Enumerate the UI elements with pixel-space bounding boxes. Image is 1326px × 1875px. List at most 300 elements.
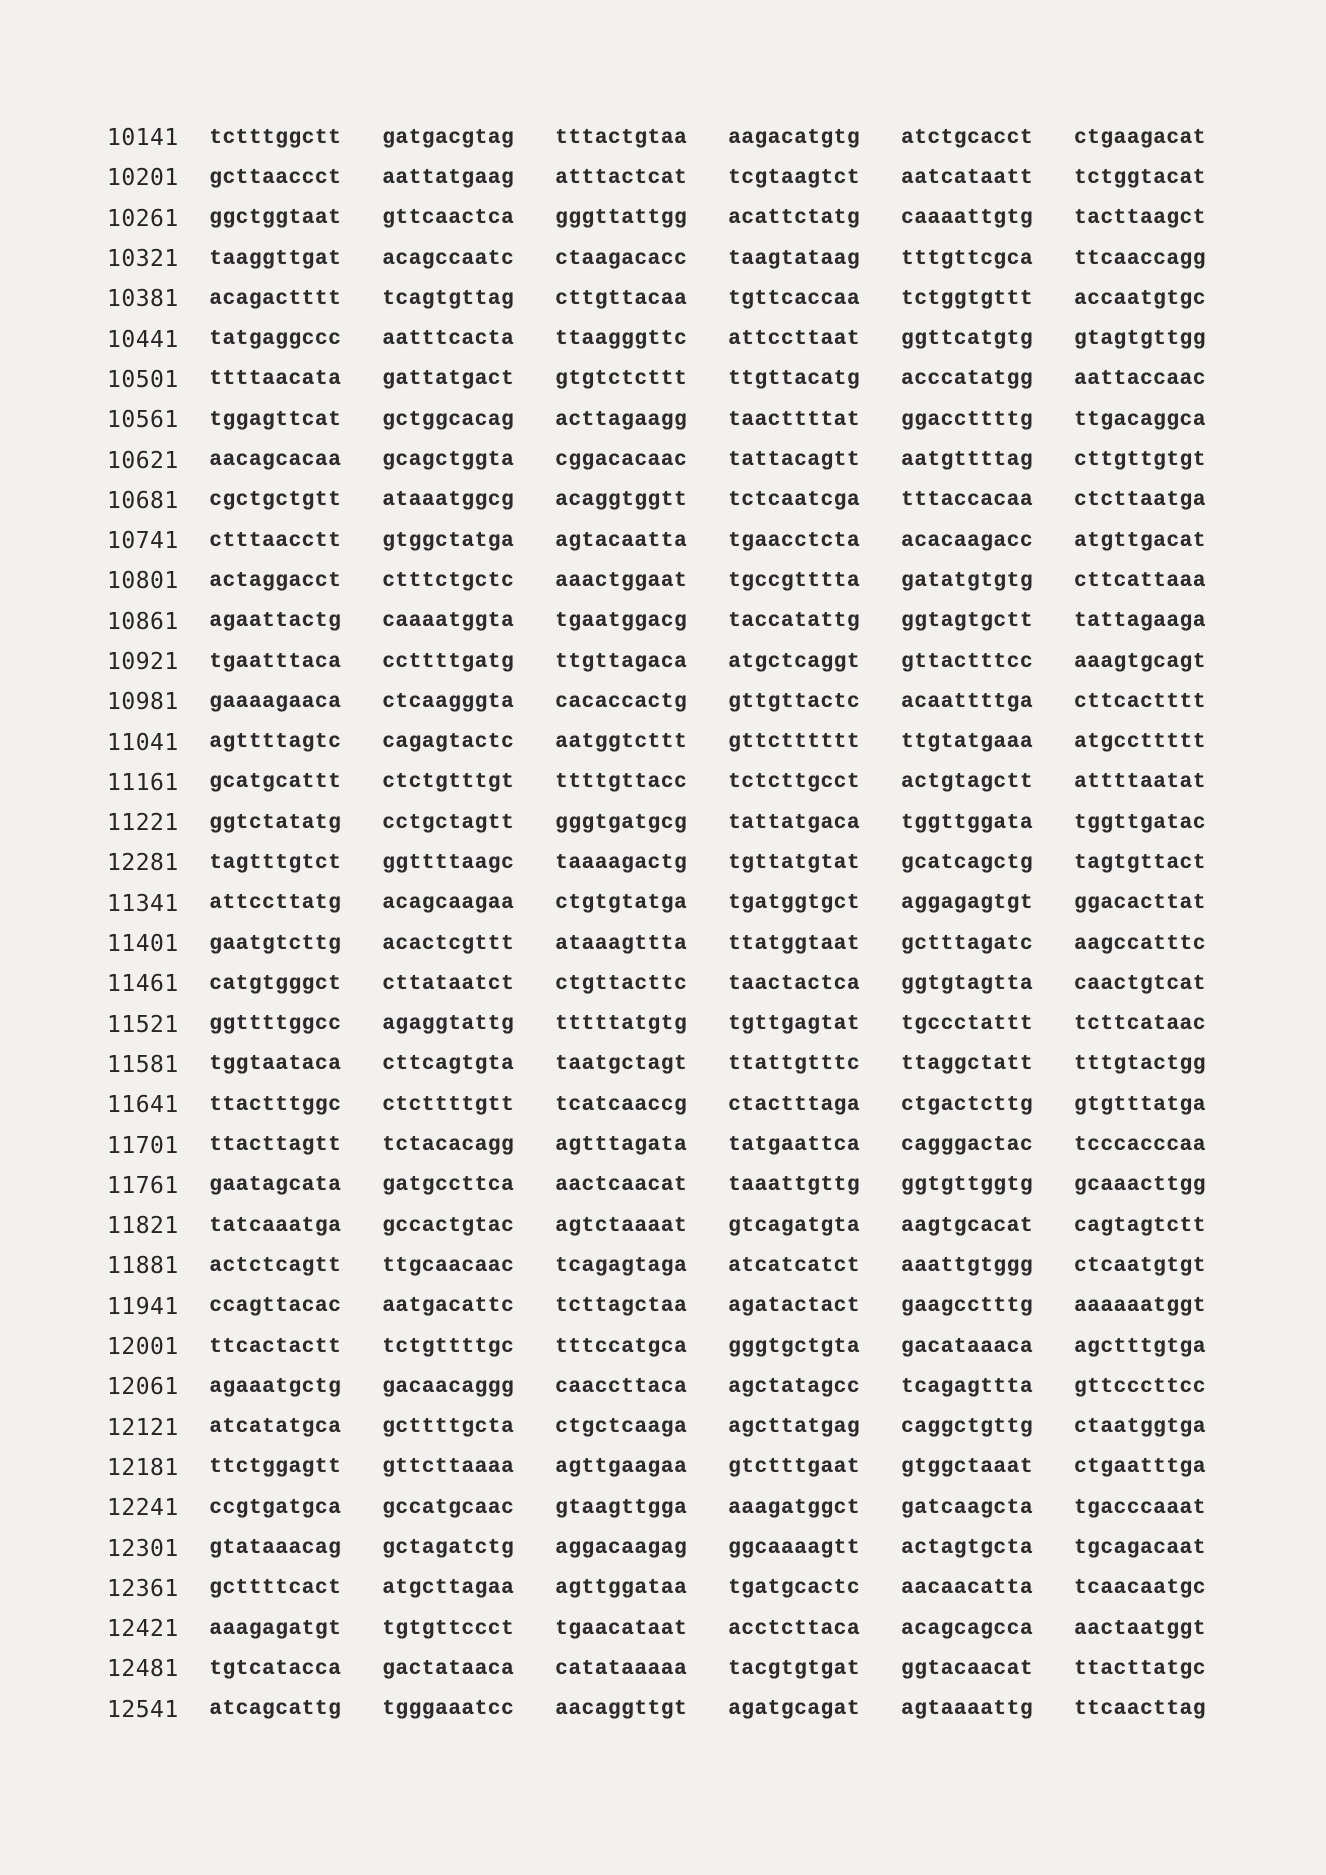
sequence-block: aacaacatta — [901, 1577, 1034, 1601]
sequence-block: ccttttgatg — [382, 650, 515, 674]
sequence-row — [107, 924, 1247, 964]
sequence-block: taacttttat — [728, 408, 861, 432]
sequence-block: acttagaagg — [555, 408, 688, 432]
sequence-block: tttccatgca — [555, 1335, 688, 1359]
sequence-block: agttggataa — [555, 1577, 688, 1601]
sequence-block: gttactttcc — [901, 650, 1034, 674]
sequence-block: gtggctatga — [382, 529, 515, 553]
sequence-row — [107, 561, 1247, 601]
sequence-block: aattatgaag — [382, 166, 515, 190]
sequence-block: tgttatgtat — [728, 851, 861, 875]
sequence-block: aatcataatt — [901, 166, 1034, 190]
sequence-block: tggagttcat — [209, 408, 342, 432]
sequence-block: taaaagactg — [555, 851, 688, 875]
position-number: 10441 — [107, 326, 179, 353]
sequence-block: gcttttcact — [209, 1577, 342, 1601]
sequence-block: gaatagcata — [209, 1174, 342, 1198]
sequence-row — [107, 843, 1247, 883]
sequence-block: aatggtcttt — [555, 731, 688, 755]
sequence-block: cttcagtgta — [382, 1053, 515, 1077]
sequence-row — [107, 602, 1247, 642]
sequence-block: aacagcacaa — [209, 449, 342, 473]
position-number: 11041 — [107, 729, 179, 756]
sequence-row — [107, 440, 1247, 480]
sequence-block: tgacccaaat — [1074, 1496, 1207, 1520]
sequence-block: agatactact — [728, 1295, 861, 1319]
sequence-block: atgcttagaa — [382, 1577, 515, 1601]
sequence-block: cggacacaac — [555, 449, 688, 473]
sequence-block: gcatcagctg — [901, 851, 1034, 875]
sequence-block: tacttaagct — [1074, 207, 1207, 231]
sequence-block: atctgcacct — [901, 126, 1034, 150]
position-number: 12061 — [107, 1374, 179, 1401]
sequence-block: aaactggaat — [555, 569, 688, 593]
position-number: 11161 — [107, 769, 179, 796]
sequence-block: atgctcaggt — [728, 650, 861, 674]
position-number: 11881 — [107, 1253, 179, 1280]
sequence-block: taagtataag — [728, 247, 861, 271]
sequence-block: gctttagatc — [901, 932, 1034, 956]
sequence-block: attccttaat — [728, 328, 861, 352]
position-number: 11401 — [107, 931, 179, 958]
sequence-block: tgtgttccct — [382, 1617, 515, 1641]
sequence-block: ttacttagtt — [209, 1134, 342, 1158]
position-number: 12421 — [107, 1616, 179, 1643]
sequence-block: gtagtgttgg — [1074, 328, 1207, 352]
sequence-block: taatgctagt — [555, 1053, 688, 1077]
sequence-row — [107, 1287, 1247, 1327]
sequence-block: cctgctagtt — [382, 811, 515, 835]
sequence-block: tttttatgtg — [555, 1013, 688, 1037]
sequence-block: acagactttt — [209, 287, 342, 311]
sequence-block: taccatattg — [728, 610, 861, 634]
sequence-row — [107, 884, 1247, 924]
sequence-block: aatttcacta — [382, 328, 515, 352]
sequence-row — [107, 763, 1247, 803]
sequence-block: tcttagctaa — [555, 1295, 688, 1319]
sequence-block: ggttttaagc — [382, 851, 515, 875]
sequence-row — [107, 1005, 1247, 1045]
sequence-row — [107, 1448, 1247, 1488]
position-number: 10321 — [107, 246, 179, 273]
sequence-block: tgaatggacg — [555, 610, 688, 634]
sequence-block: accaatgtgc — [1074, 287, 1207, 311]
position-number: 10921 — [107, 649, 179, 675]
sequence-block: taaattgttg — [728, 1174, 861, 1198]
sequence-block: tgttcaccaa — [728, 287, 861, 311]
sequence-block: catgtgggct — [209, 972, 342, 996]
sequence-block: gggtgctgta — [728, 1335, 861, 1359]
sequence-block: aggagagtgt — [901, 892, 1034, 916]
sequence-block: acattctatg — [728, 207, 861, 231]
sequence-row — [107, 239, 1247, 279]
sequence-block: aatgttttag — [901, 449, 1034, 473]
sequence-block: ttaagggttc — [555, 328, 688, 352]
sequence-block: cagtagtctt — [1074, 1214, 1207, 1238]
position-number: 12121 — [107, 1414, 179, 1441]
sequence-block: ggtgttggtg — [901, 1174, 1034, 1198]
position-number: 11341 — [107, 890, 179, 917]
sequence-block: tgttgagtat — [728, 1013, 861, 1037]
sequence-block: tcagagtaga — [555, 1254, 688, 1278]
sequence-block: tttgttcgca — [901, 247, 1034, 271]
sequence-block: agttttagtc — [209, 731, 342, 755]
sequence-block: agttgaagaa — [555, 1456, 688, 1480]
sequence-block: tctggtacat — [1074, 166, 1207, 190]
sequence-block: aaattgtggg — [901, 1254, 1034, 1278]
sequence-row — [107, 1125, 1247, 1165]
position-number: 12281 — [107, 850, 179, 877]
sequence-block: ggtctatatg — [209, 811, 342, 835]
position-number: 11821 — [107, 1213, 179, 1240]
sequence-block: gatgccttca — [382, 1174, 515, 1198]
sequence-row — [107, 400, 1247, 440]
sequence-block: ttcaaccagg — [1074, 247, 1207, 271]
sequence-block: acctcttaca — [728, 1617, 861, 1641]
sequence-block: caaaatggta — [382, 610, 515, 634]
sequence-block: gactataaca — [382, 1657, 515, 1681]
sequence-block: gcaaacttgg — [1074, 1174, 1207, 1198]
sequence-block: ctgactcttg — [901, 1093, 1034, 1117]
sequence-block: gtataaacag — [209, 1537, 342, 1561]
sequence-block: tctggtgttt — [901, 287, 1034, 311]
position-number: 11761 — [107, 1172, 179, 1199]
sequence-block: gtggctaaat — [901, 1456, 1034, 1480]
sequence-row — [107, 642, 1247, 682]
sequence-block: ttttaacata — [209, 368, 342, 392]
sequence-block: ctcaagggta — [382, 690, 515, 714]
sequence-block: agctatagcc — [728, 1375, 861, 1399]
sequence-block: caactgtcat — [1074, 972, 1207, 996]
sequence-row — [107, 1528, 1247, 1568]
sequence-block: ccgtgatgca — [209, 1496, 342, 1520]
sequence-block: ctgtgtatga — [555, 892, 688, 916]
sequence-block: gttgttactc — [728, 690, 861, 714]
sequence-row — [107, 1569, 1247, 1609]
sequence-block: tttgtactgg — [1074, 1053, 1207, 1077]
sequence-row — [107, 118, 1247, 158]
sequence-row — [107, 279, 1247, 319]
sequence-row — [107, 1690, 1247, 1730]
position-number: 11941 — [107, 1293, 179, 1320]
sequence-block: ctcttttgtt — [382, 1093, 515, 1117]
sequence-block: ttgttacatg — [728, 368, 861, 392]
sequence-block: atcagcattg — [209, 1698, 342, 1722]
sequence-block: aactcaacat — [555, 1174, 688, 1198]
position-number: 12181 — [107, 1454, 179, 1481]
position-number: 10681 — [107, 487, 179, 514]
sequence-row — [107, 1045, 1247, 1085]
sequence-block: ggtagtgctt — [901, 610, 1034, 634]
position-number: 11641 — [107, 1092, 179, 1119]
sequence-block: ttcactactt — [209, 1335, 342, 1359]
sequence-block: tgccctattt — [901, 1013, 1034, 1037]
sequence-block: catataaaaa — [555, 1657, 688, 1681]
sequence-block: acactcgttt — [382, 932, 515, 956]
sequence-block: tattacagtt — [728, 449, 861, 473]
sequence-listing — [107, 118, 1247, 1730]
sequence-block: tacgtgtgat — [728, 1657, 861, 1681]
sequence-block: ttctggagtt — [209, 1456, 342, 1480]
position-number: 11581 — [107, 1051, 179, 1078]
sequence-block: tggttgatac — [1074, 811, 1207, 835]
sequence-block: gggtgatgcg — [555, 811, 688, 835]
sequence-block: acacaagacc — [901, 529, 1034, 553]
sequence-block: cttcattaaa — [1074, 569, 1207, 593]
sequence-block: tggttggata — [901, 811, 1034, 835]
sequence-block: gccactgtac — [382, 1214, 515, 1238]
position-number: 10981 — [107, 689, 179, 716]
sequence-row — [107, 1367, 1247, 1407]
sequence-block: atcatcatct — [728, 1254, 861, 1278]
sequence-block: tcatcaaccg — [555, 1093, 688, 1117]
sequence-block: attccttatg — [209, 892, 342, 916]
sequence-row — [107, 481, 1247, 521]
position-number: 10801 — [107, 568, 179, 595]
sequence-block: tggtaataca — [209, 1053, 342, 1077]
sequence-block: tcagtgttag — [382, 287, 515, 311]
sequence-block: atgttgacat — [1074, 529, 1207, 553]
sequence-row — [107, 319, 1247, 359]
sequence-block: acagcagcca — [901, 1617, 1034, 1641]
sequence-block: ttgcaacaac — [382, 1254, 515, 1278]
sequence-row — [107, 1327, 1247, 1367]
sequence-block: tatgaattca — [728, 1134, 861, 1158]
sequence-block: ctcaatgtgt — [1074, 1254, 1207, 1278]
position-number: 10861 — [107, 608, 179, 635]
sequence-row — [107, 1246, 1247, 1286]
sequence-block: cagagtactc — [382, 731, 515, 755]
sequence-block: ttttgttacc — [555, 771, 688, 795]
sequence-block: tcccacccaa — [1074, 1134, 1207, 1158]
sequence-row — [107, 803, 1247, 843]
sequence-block: caaaattgtg — [901, 207, 1034, 231]
sequence-row — [107, 1609, 1247, 1649]
sequence-block: agaattactg — [209, 610, 342, 634]
sequence-block: tcagagttta — [901, 1375, 1034, 1399]
sequence-block: aaaaaatggt — [1074, 1295, 1207, 1319]
sequence-block: tgaacctcta — [728, 529, 861, 553]
sequence-block: tctacacagg — [382, 1134, 515, 1158]
sequence-block: gaaaagaaca — [209, 690, 342, 714]
sequence-block: agtctaaaat — [555, 1214, 688, 1238]
sequence-block: acaggtggtt — [555, 489, 688, 513]
sequence-block: gttctttttt — [728, 731, 861, 755]
sequence-block: tatcaaatga — [209, 1214, 342, 1238]
sequence-block: agtaaaattg — [901, 1698, 1034, 1722]
sequence-block: aacaggttgt — [555, 1698, 688, 1722]
sequence-block: aactaatggt — [1074, 1617, 1207, 1641]
sequence-block: ttgtatgaaa — [901, 731, 1034, 755]
position-number: 10201 — [107, 165, 179, 192]
sequence-block: ggaccttttg — [901, 408, 1034, 432]
sequence-row — [107, 964, 1247, 1004]
sequence-block: tagtgttact — [1074, 851, 1207, 875]
sequence-row — [107, 722, 1247, 762]
sequence-row — [107, 1206, 1247, 1246]
sequence-block: gaagcctttg — [901, 1295, 1034, 1319]
sequence-block: gcttaaccct — [209, 166, 342, 190]
sequence-block: gttcccttcc — [1074, 1375, 1207, 1399]
position-number: 10141 — [107, 125, 179, 152]
sequence-block: ttacttatgc — [1074, 1657, 1207, 1681]
sequence-block: ttgacaggca — [1074, 408, 1207, 432]
position-number: 12361 — [107, 1575, 179, 1602]
sequence-block: ctttctgctc — [382, 569, 515, 593]
sequence-block: taactactca — [728, 972, 861, 996]
position-number: 10261 — [107, 205, 179, 232]
sequence-block: tgatgcactc — [728, 1577, 861, 1601]
sequence-block: agaaatgctg — [209, 1375, 342, 1399]
sequence-block: gatatgtgtg — [901, 569, 1034, 593]
sequence-block: gtgtttatga — [1074, 1093, 1207, 1117]
sequence-block: actgtagctt — [901, 771, 1034, 795]
sequence-block: agtttagata — [555, 1134, 688, 1158]
sequence-block: tgatggtgct — [728, 892, 861, 916]
sequence-block: gccatgcaac — [382, 1496, 515, 1520]
sequence-block: tgggaaatcc — [382, 1698, 515, 1722]
sequence-block: gcagctggta — [382, 449, 515, 473]
sequence-block: tgcagacaat — [1074, 1537, 1207, 1561]
sequence-block: acaattttga — [901, 690, 1034, 714]
sequence-block: cgctgctgtt — [209, 489, 342, 513]
sequence-row — [107, 521, 1247, 561]
sequence-block: agatgcagat — [728, 1698, 861, 1722]
position-number: 11461 — [107, 971, 179, 998]
position-number: 10561 — [107, 407, 179, 434]
sequence-block: ggacacttat — [1074, 892, 1207, 916]
position-number: 12241 — [107, 1495, 179, 1522]
sequence-block: gcatgcattt — [209, 771, 342, 795]
sequence-block: attttaatat — [1074, 771, 1207, 795]
sequence-block: tcttcataac — [1074, 1013, 1207, 1037]
sequence-block: cttgttgtgt — [1074, 449, 1207, 473]
sequence-block: gatgacgtag — [382, 126, 515, 150]
sequence-block: agtacaatta — [555, 529, 688, 553]
sequence-block: actaggacct — [209, 569, 342, 593]
sequence-block: ataaatggcg — [382, 489, 515, 513]
sequence-block: tcaacaatgc — [1074, 1577, 1207, 1601]
sequence-block: cagggactac — [901, 1134, 1034, 1158]
sequence-block: ggtgtagtta — [901, 972, 1034, 996]
sequence-block: ctctgtttgt — [382, 771, 515, 795]
sequence-block: atgccttttt — [1074, 731, 1207, 755]
sequence-block: gtcagatgta — [728, 1214, 861, 1238]
sequence-block: acagcaagaa — [382, 892, 515, 916]
sequence-block: ctaatggtga — [1074, 1416, 1207, 1440]
sequence-block: ttatggtaat — [728, 932, 861, 956]
sequence-block: tgaatttaca — [209, 650, 342, 674]
sequence-block: atcatatgca — [209, 1416, 342, 1440]
sequence-block: ggttcatgtg — [901, 328, 1034, 352]
sequence-block: cttgttacaa — [555, 287, 688, 311]
sequence-block: tctcttgcct — [728, 771, 861, 795]
sequence-row — [107, 360, 1247, 400]
sequence-block: aattaccaac — [1074, 368, 1207, 392]
sequence-block: aaagatggct — [728, 1496, 861, 1520]
sequence-block: actagtgcta — [901, 1537, 1034, 1561]
position-number: 10741 — [107, 528, 179, 555]
sequence-block: cttataatct — [382, 972, 515, 996]
sequence-row — [107, 199, 1247, 239]
sequence-block: tattagaaga — [1074, 610, 1207, 634]
sequence-block: aatgacattc — [382, 1295, 515, 1319]
sequence-block: ctgaatttga — [1074, 1456, 1207, 1480]
position-number: 12481 — [107, 1656, 179, 1683]
sequence-block: caggctgttg — [901, 1416, 1034, 1440]
sequence-block: tcgtaagtct — [728, 166, 861, 190]
sequence-block: gtaagttgga — [555, 1496, 688, 1520]
sequence-block: acccatatgg — [901, 368, 1034, 392]
position-number: 11521 — [107, 1011, 179, 1038]
sequence-block: tattatgaca — [728, 811, 861, 835]
position-number: 12541 — [107, 1696, 179, 1723]
sequence-block: ttaggctatt — [901, 1053, 1034, 1077]
sequence-block: ataaagttta — [555, 932, 688, 956]
sequence-block: ctcttaatga — [1074, 489, 1207, 513]
sequence-block: tctcaatcga — [728, 489, 861, 513]
sequence-block: aaagtgcagt — [1074, 650, 1207, 674]
sequence-block: ctgaagacat — [1074, 126, 1207, 150]
sequence-block: agcttatgag — [728, 1416, 861, 1440]
position-number: 12301 — [107, 1535, 179, 1562]
sequence-row — [107, 682, 1247, 722]
position-number: 11221 — [107, 810, 179, 837]
sequence-block: ttgttagaca — [555, 650, 688, 674]
sequence-block: gattatgact — [382, 368, 515, 392]
sequence-row — [107, 1488, 1247, 1528]
sequence-block: cacaccactg — [555, 690, 688, 714]
sequence-block: gctggcacag — [382, 408, 515, 432]
sequence-block: gttcttaaaa — [382, 1456, 515, 1480]
sequence-block: gaatgtcttg — [209, 932, 342, 956]
sequence-block: ctgttacttc — [555, 972, 688, 996]
sequence-block: tctttggctt — [209, 126, 342, 150]
sequence-block: ttattgtttc — [728, 1053, 861, 1077]
sequence-block: gttcaactca — [382, 207, 515, 231]
sequence-block: agctttgtga — [1074, 1335, 1207, 1359]
position-number: 11701 — [107, 1132, 179, 1159]
sequence-block: tagtttgtct — [209, 851, 342, 875]
sequence-block: gtgtctcttt — [555, 368, 688, 392]
sequence-block: agaggtattg — [382, 1013, 515, 1037]
sequence-block: gacataaaca — [901, 1335, 1034, 1359]
sequence-block: gtctttgaat — [728, 1456, 861, 1480]
sequence-row — [107, 158, 1247, 198]
sequence-block: ctactttaga — [728, 1093, 861, 1117]
sequence-block: aagacatgtg — [728, 126, 861, 150]
sequence-row — [107, 1408, 1247, 1448]
sequence-block: ttactttggc — [209, 1093, 342, 1117]
sequence-block: aaagagatgt — [209, 1617, 342, 1641]
sequence-block: cttcactttt — [1074, 690, 1207, 714]
sequence-block: acagccaatc — [382, 247, 515, 271]
sequence-block: ttcaacttag — [1074, 1698, 1207, 1722]
sequence-row — [107, 1085, 1247, 1125]
position-number: 10381 — [107, 286, 179, 313]
sequence-block: tgaacataat — [555, 1617, 688, 1641]
sequence-block: gcttttgcta — [382, 1416, 515, 1440]
sequence-block: ctttaacctt — [209, 529, 342, 553]
sequence-block: tttactgtaa — [555, 126, 688, 150]
sequence-block: ccagttacac — [209, 1295, 342, 1319]
position-number: 10501 — [107, 366, 179, 393]
sequence-block: gatcaagcta — [901, 1496, 1034, 1520]
position-number: 12001 — [107, 1334, 179, 1361]
sequence-block: gacaacaggg — [382, 1375, 515, 1399]
sequence-block: atttactcat — [555, 166, 688, 190]
sequence-block: aggacaagag — [555, 1537, 688, 1561]
